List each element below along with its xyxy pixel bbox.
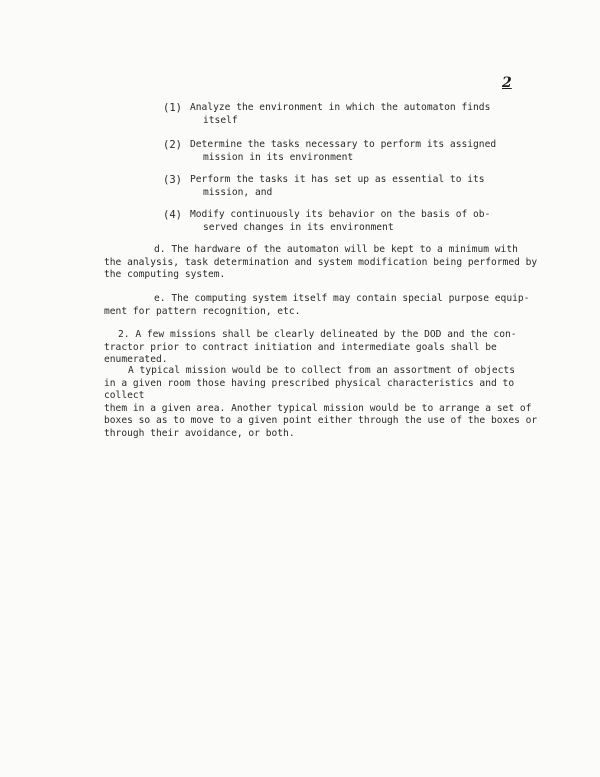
list-item-line: mission, and	[203, 186, 273, 198]
list-item-number: (3)	[163, 174, 182, 186]
paragraph-line: tractor prior to contract initiation and intermediate goals shall be enumerated.	[104, 341, 497, 365]
paragraph-line: the computing system.	[104, 269, 226, 280]
paragraph-line: boxes so as to move to a given point either through the use of the boxes or	[104, 415, 538, 426]
list-item-line: Modify continuously its behavior on the basis of ob-	[190, 209, 491, 220]
paragraph-line: through their avoidance, or both.	[104, 427, 295, 439]
paragraph-2	[104, 329, 554, 367]
list-item-number: (1)	[163, 102, 182, 114]
paragraph-line: A typical mission would be to collect from an assortment of objects	[128, 365, 515, 376]
list-item-3	[163, 174, 523, 199]
paragraph-line: in a given room those having prescribed physical characteristics and to collect	[104, 377, 515, 401]
list-item-line: itself	[203, 114, 238, 126]
paragraph-line: e. The computing system itself may contain special purpose equip-	[154, 293, 530, 304]
paragraph-line: the analysis, task determination and system modification being performed by	[104, 256, 538, 268]
list-item-2	[163, 139, 523, 164]
paragraph-line: them in a given area. Another typical mission would be to arrange a set of	[104, 402, 532, 414]
paragraph-line: 2. A few missions shall be clearly delineated by the DOD and the con-	[118, 329, 517, 340]
list-item-line: Perform the tasks it has set up as essential to its	[190, 174, 485, 185]
list-item-line: mission in its environment	[203, 151, 354, 163]
list-item-number: (2)	[163, 139, 182, 151]
list-item-4	[163, 209, 523, 234]
list-item-number: (4)	[163, 209, 182, 221]
page-number: 2	[502, 75, 512, 91]
paragraph-e	[104, 293, 554, 318]
list-item-line: Analyze the environment in which the automaton finds	[190, 102, 491, 113]
paragraph-typical-mission	[104, 365, 554, 440]
list-item-line: served changes in its environment	[203, 221, 394, 233]
paragraph-d	[104, 244, 554, 282]
paragraph-line: ment for pattern recognition, etc.	[104, 305, 301, 317]
list-item-1	[163, 102, 523, 127]
list-item-line: Determine the tasks necessary to perform its assigned	[190, 139, 497, 150]
paragraph-line: d. The hardware of the automaton will be kept to a minimum with	[154, 244, 518, 255]
